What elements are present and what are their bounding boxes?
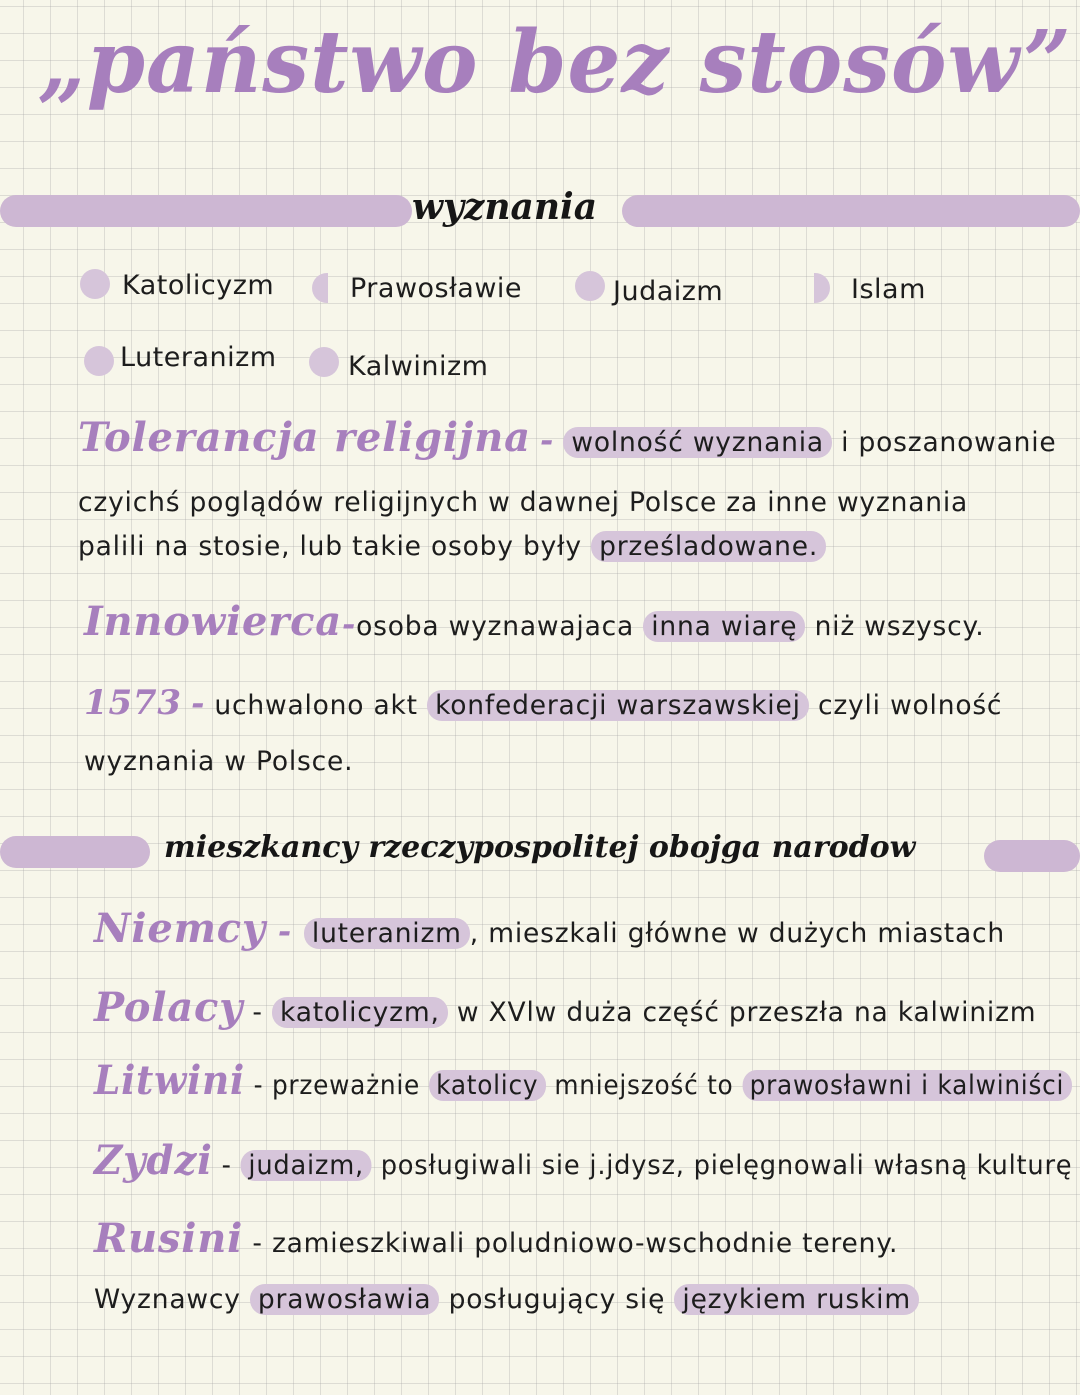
religion-label: Luteranizm bbox=[120, 342, 277, 373]
term-innowierca: Innowierca bbox=[84, 598, 342, 645]
rusini-line bbox=[94, 1284, 919, 1315]
term-dash: - bbox=[212, 1150, 241, 1181]
text-fragment: Wyznawcy bbox=[94, 1284, 250, 1315]
definition-tolerancja bbox=[78, 414, 1057, 461]
text-fragment: niż wszyscy. bbox=[805, 611, 985, 642]
text-fragment: , mieszkali główne w dużych miastach bbox=[469, 918, 1005, 949]
term-dash: - bbox=[191, 684, 206, 722]
text-fragment: mniejszość to bbox=[545, 1070, 743, 1101]
text-fragment: w XVlw duża część przeszła na kalwinizm bbox=[447, 997, 1037, 1028]
fact-line: wyznania w Polsce. bbox=[84, 746, 354, 777]
highlight-inna-wiare: inna wiarę bbox=[643, 611, 805, 642]
religion-label: Islam bbox=[851, 274, 926, 305]
page-title: „państwo bez stosów” bbox=[38, 12, 1072, 113]
religion-label: Katolicyzm bbox=[122, 270, 275, 301]
term-polacy: Polacy bbox=[94, 984, 244, 1031]
definition-line bbox=[78, 531, 826, 562]
highlight-przesladowane: prześladowane. bbox=[591, 531, 826, 562]
highlight-jezykiem-ruskim: językiem ruskim bbox=[674, 1284, 919, 1315]
text-fragment: zamieszkiwali poludniowo-wschodnie tereny. bbox=[271, 1228, 899, 1259]
highlight-katolicy: katolicy bbox=[429, 1070, 546, 1101]
term-litwini: Litwini bbox=[94, 1057, 245, 1104]
highlight-katolicyzm: katolicyzm, bbox=[272, 997, 448, 1028]
term-dash: - bbox=[244, 1070, 272, 1101]
bullet-half-dot bbox=[312, 273, 328, 303]
year-1573: 1573 bbox=[84, 683, 182, 723]
religion-label: Kalwinizm bbox=[348, 351, 489, 382]
term-dash: - bbox=[265, 912, 304, 950]
bullet-dot bbox=[84, 346, 114, 376]
religion-label: Prawosławie bbox=[350, 273, 523, 304]
term-niemcy: Niemcy bbox=[94, 905, 266, 952]
term-rusini: Rusini bbox=[94, 1215, 244, 1262]
term-dash: - bbox=[540, 421, 555, 459]
term-dash: - bbox=[243, 1228, 272, 1259]
section-heading-wyznania: wyznania bbox=[412, 186, 598, 228]
text-fragment: czyli wolność bbox=[808, 690, 1003, 721]
people-polacy bbox=[94, 984, 1036, 1031]
term-tolerancja: Tolerancja religijna bbox=[78, 414, 531, 461]
text-fragment: posługujący się bbox=[439, 1284, 675, 1315]
highlight-luteranizm: luteranizm bbox=[304, 918, 470, 949]
section-divider-right bbox=[984, 840, 1080, 872]
section-divider-right bbox=[622, 195, 1080, 227]
highlight-prawoslawni-kalwinisci: prawosławni i kalwiniści bbox=[742, 1070, 1072, 1101]
text-fragment: przeważnie bbox=[271, 1070, 429, 1101]
section-divider-left bbox=[0, 195, 412, 227]
people-niemcy bbox=[94, 905, 1005, 952]
section-divider-left bbox=[0, 836, 150, 868]
religion-label: Judaizm bbox=[613, 276, 724, 307]
section-heading-mieszkancy: mieszkancy rzeczypospolitej obojga narodow bbox=[164, 830, 916, 865]
people-zydzi bbox=[94, 1137, 1072, 1184]
text-fragment: palili na stosie, lub takie osoby były bbox=[78, 531, 592, 562]
definition-innowierca bbox=[84, 598, 984, 645]
text-fragment: i poszanowanie bbox=[831, 427, 1057, 458]
highlight-prawoslawia: prawosławia bbox=[250, 1284, 440, 1315]
bullet-dot bbox=[575, 271, 605, 301]
bullet-half-dot bbox=[814, 273, 830, 303]
term-zydzi: Zydzi bbox=[94, 1137, 213, 1184]
bullet-dot bbox=[309, 347, 339, 377]
people-litwini bbox=[94, 1057, 1072, 1104]
text-fragment: osoba wyznawajaca bbox=[356, 611, 644, 642]
term-dash: - bbox=[243, 997, 273, 1028]
bullet-dot bbox=[80, 269, 110, 299]
term-dash: - bbox=[341, 605, 357, 643]
text-fragment: uchwalono akt bbox=[214, 690, 428, 721]
highlight-konfederacja: konfederacji warszawskiej bbox=[427, 690, 809, 721]
text-fragment: posługiwali sie j.jdysz, pielęgnowali własną kulturę bbox=[371, 1150, 1073, 1181]
fact-1573 bbox=[84, 683, 1002, 723]
definition-line: czyichś poglądów religijnych w dawnej Polsce za inne wyznania bbox=[78, 487, 969, 518]
highlight-wolnosc-wyznania: wolność wyznania bbox=[563, 427, 832, 458]
people-rusini bbox=[94, 1215, 898, 1262]
highlight-judaizm: judaizm, bbox=[241, 1150, 372, 1181]
